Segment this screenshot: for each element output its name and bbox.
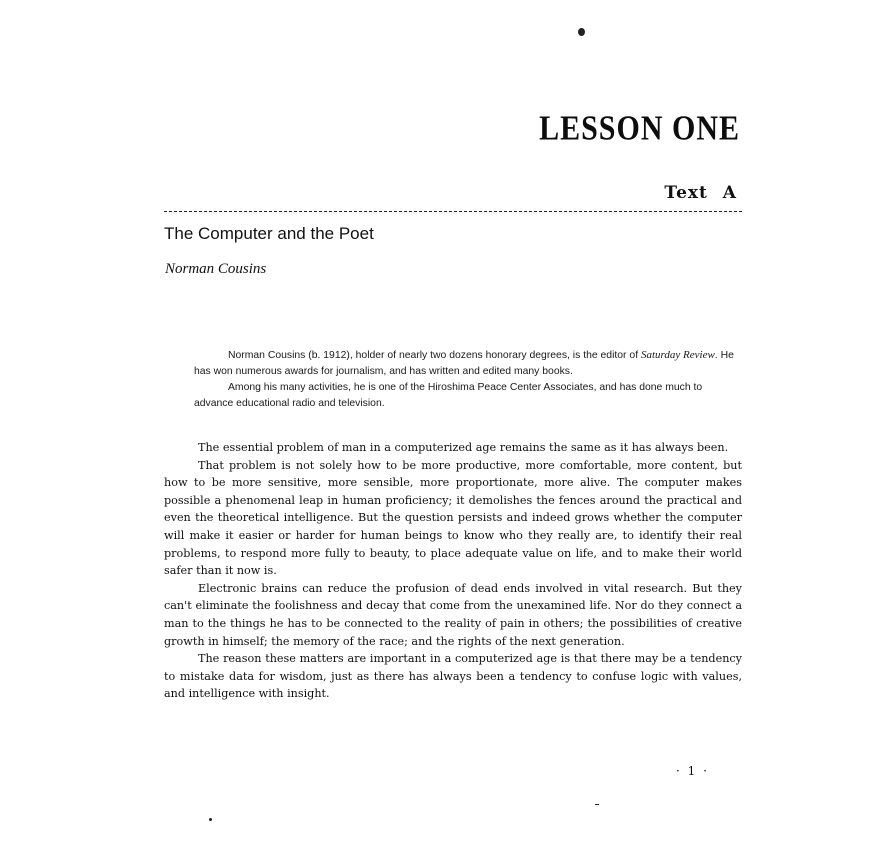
body-paragraph: That problem is not solely how to be more productive, more comfortable, more content, but how to be more sensitive, more sensible, more proportionate, more alive. The computer makes possible a phenomenal leap in human proficiency; it demolishes the fences around the practical and even the theoretical intelligence. But the question persists and indeed grows whether the computer will make it easier or harder for human beings to know who they really are, to identify their real problems, to respond more fully to beauty, to place adequate value on life, and to make their world safer than it now is.	[164, 458, 742, 578]
bio-paragraph	[194, 347, 742, 380]
article-title: The Computer and the Poet	[164, 224, 374, 243]
body-paragraph: The essential problem of man in a computerized age remains the same as it has always been.	[198, 441, 729, 454]
header-divider	[164, 211, 742, 212]
author-bio	[194, 347, 742, 412]
body-paragraph: Electronic brains can reduce the profusion of dead ends involved in vital research. But they can't eliminate the foolishness and decay that come from the unexamined life. Nor do they connect a man to the things he has to be connected to the reality of pain in others; the possibilities of creative growth in himself; the memory of the race; and the rights of the next generation.	[164, 581, 742, 648]
text-label: Text A	[664, 183, 737, 203]
bio-text: . He has won numerous awards for journalism, and has written and edited many books.	[194, 350, 734, 377]
lesson-title: LESSON ONE	[539, 109, 740, 148]
author-name: Norman Cousins	[165, 261, 267, 277]
page-number: · 1 ·	[676, 764, 709, 778]
publication-name: Saturday Review	[640, 349, 715, 361]
ink-speck	[595, 804, 599, 805]
ink-speck	[209, 818, 212, 821]
body-paragraph: The reason these matters are important in a computerized age is that there may be a tendency to mistake data for wisdom, just as there has always been a tendency to confuse logic with values, and intelligence with insight.	[164, 652, 742, 701]
bio-text: Norman Cousins (b. 1912), holder of nearly two dozens honorary degrees, is the editor of	[228, 350, 641, 361]
article-body	[164, 439, 742, 703]
bio-paragraph: Among his many activities, he is one of the Hiroshima Peace Center Associates, and has done much to advance educational radio and television.	[194, 382, 703, 409]
ink-speck	[578, 28, 585, 36]
